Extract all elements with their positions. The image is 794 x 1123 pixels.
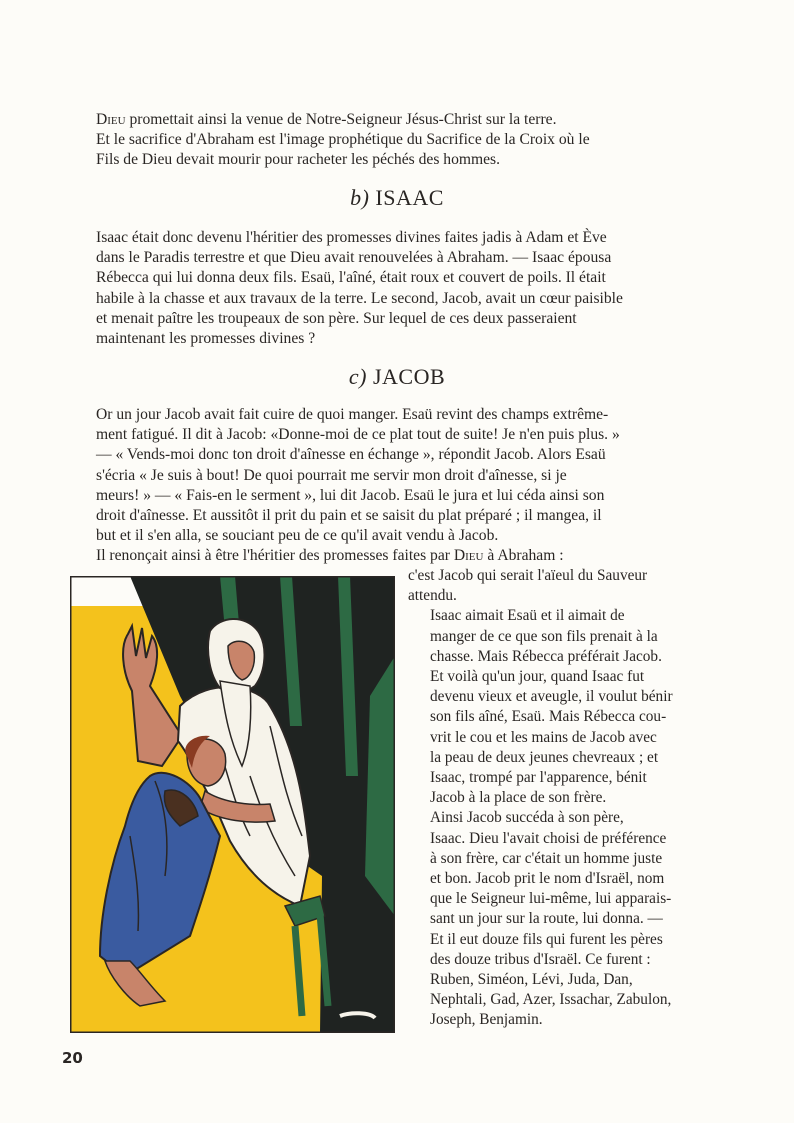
isaac-line-1: Isaac était donc devenu l'héritier des promesses divines faites jadis à Adam et Ève xyxy=(96,229,607,246)
jacob-paragraph xyxy=(74,405,676,546)
renonce-paragraph xyxy=(74,546,676,566)
col-p2-line-4: Et voilà qu'un jour, quand Isaac fut xyxy=(430,668,645,686)
col-p1-line-2: attendu. xyxy=(408,587,457,605)
isaac-line-2: dans le Paradis terrestre et que Dieu avait renouvelées à Abraham. — Isaac épousa xyxy=(96,249,612,267)
col-p3-line-2: Isaac. Dieu l'avait choisi de préférence xyxy=(430,829,667,847)
column-paragraph-2 xyxy=(398,606,676,808)
jacob-line-5: meurs! » — « Fais-en le serment », lui dit Jacob. Esaü le jura et lui céda ainsi son xyxy=(96,486,605,504)
renonce-before: Il renonçait ainsi à être l'héritier des promesses faites par xyxy=(96,547,450,564)
section-heading-jacob xyxy=(0,364,794,390)
section-letter-b: b) xyxy=(350,185,370,210)
col-p3-line-7: Et il eut douze fils qui furent les pères xyxy=(430,930,663,948)
jacob-line-3: — « Vends-moi donc ton droit d'aînesse en échange », répondit Jacob. Alors Esaü xyxy=(96,446,606,464)
section-heading-isaac xyxy=(0,185,794,211)
col-p3-line-3: à son frère, car c'était un homme juste xyxy=(430,849,663,867)
col-p2-line-1: Isaac aimait Esaü et il aimait de xyxy=(430,607,625,625)
page-number: 20 xyxy=(62,1049,83,1067)
renonce-dieu: Dieu xyxy=(453,547,484,564)
intro-lead-word: Dieu xyxy=(96,111,126,128)
right-text-column xyxy=(398,566,676,1031)
col-p2-line-2: manger de ce que son fils prenait à la xyxy=(430,627,658,645)
isaac-blessing-jacob-illustration xyxy=(70,576,395,1033)
col-p2-line-7: vrit le cou et les mains de Jacob avec xyxy=(430,728,657,746)
col-p2-line-8: la peau de deux jeunes chevreaux ; et xyxy=(430,748,659,766)
jacob-line-1: Or un jour Jacob avait fait cuire de quoi manger. Esaü revint des champs extrême- xyxy=(96,406,609,423)
intro-line-3: Fils de Dieu devait mourir pour racheter les péchés des hommes. xyxy=(96,151,501,169)
isaac-line-5: et menait paître les troupeaux de son père. Sur lequel de ces deux passeraient xyxy=(96,309,577,327)
jacob-line-2: ment fatigué. Il dit à Jacob: «Donne-moi de ce plat tout de suite! Je n'en puis plus. » xyxy=(96,426,620,444)
col-p2-line-10: Jacob à la place de son frère. xyxy=(430,789,607,807)
renonce-after: à Abraham : xyxy=(487,547,564,564)
column-paragraph-1 xyxy=(398,566,676,606)
intro-line-1: promettait ainsi la venue de Notre-Seigneur Jésus-Christ sur la terre. xyxy=(129,111,557,128)
col-p3-line-5: que le Seigneur lui-même, lui apparais- xyxy=(430,890,672,908)
intro-paragraph xyxy=(74,110,674,171)
col-p3-line-11: Joseph, Benjamin. xyxy=(430,1011,543,1029)
col-p1-line-1: c'est Jacob qui serait l'aïeul du Sauveur xyxy=(408,567,648,584)
jacob-line-6: droit d'aînesse. Et aussitôt il prit du pain et se saisit du plat préparé ; il mangea, il xyxy=(96,507,602,525)
col-p2-line-5: devenu vieux et aveugle, il voulut bénir xyxy=(430,688,673,706)
jacob-line-7: but et il s'en alla, se souciant peu de ce qu'il avait vendu à Jacob. xyxy=(96,527,499,545)
col-p2-line-9: Isaac, trompé par l'apparence, bénit xyxy=(430,769,647,787)
section-title-jacob: JACOB xyxy=(372,364,446,389)
col-p3-line-10: Nephtali, Gad, Azer, Issachar, Zabulon, xyxy=(430,991,672,1009)
col-p3-line-9: Ruben, Siméon, Lévi, Juda, Dan, xyxy=(430,971,633,989)
jacob-line-4: s'écria « Je suis à bout! De quoi pourrait me servir mon droit d'aînesse, si je xyxy=(96,466,567,484)
col-p3-line-8: des douze tribus d'Israël. Ce furent : xyxy=(430,950,651,968)
isaac-paragraph xyxy=(74,228,674,349)
isaac-line-3: Rébecca qui lui donna deux fils. Esaü, l'aîné, était roux et couvert de poils. Il était xyxy=(96,269,606,287)
column-paragraph-3 xyxy=(398,808,676,1030)
col-p2-line-6: son fils aîné, Esaü. Mais Rébecca cou- xyxy=(430,708,667,726)
col-p3-line-4: et bon. Jacob prit le nom d'Israël, nom xyxy=(430,870,665,888)
section-title-isaac: ISAAC xyxy=(375,185,444,210)
isaac-line-4: habile à la chasse et aux travaux de la terre. Le second, Jacob, avait un cœur paisible xyxy=(96,289,623,307)
intro-line-2: Et le sacrifice d'Abraham est l'image prophétique du Sacrifice de la Croix où le xyxy=(96,131,590,149)
col-p3-line-1: Ainsi Jacob succéda à son père, xyxy=(430,809,624,827)
col-p2-line-3: chasse. Mais Rébecca préférait Jacob. xyxy=(430,647,662,665)
col-p3-line-6: sant un jour sur la route, lui donna. — xyxy=(430,910,663,928)
section-letter-c: c) xyxy=(348,364,367,389)
isaac-line-6: maintenant les promesses divines ? xyxy=(96,330,316,348)
